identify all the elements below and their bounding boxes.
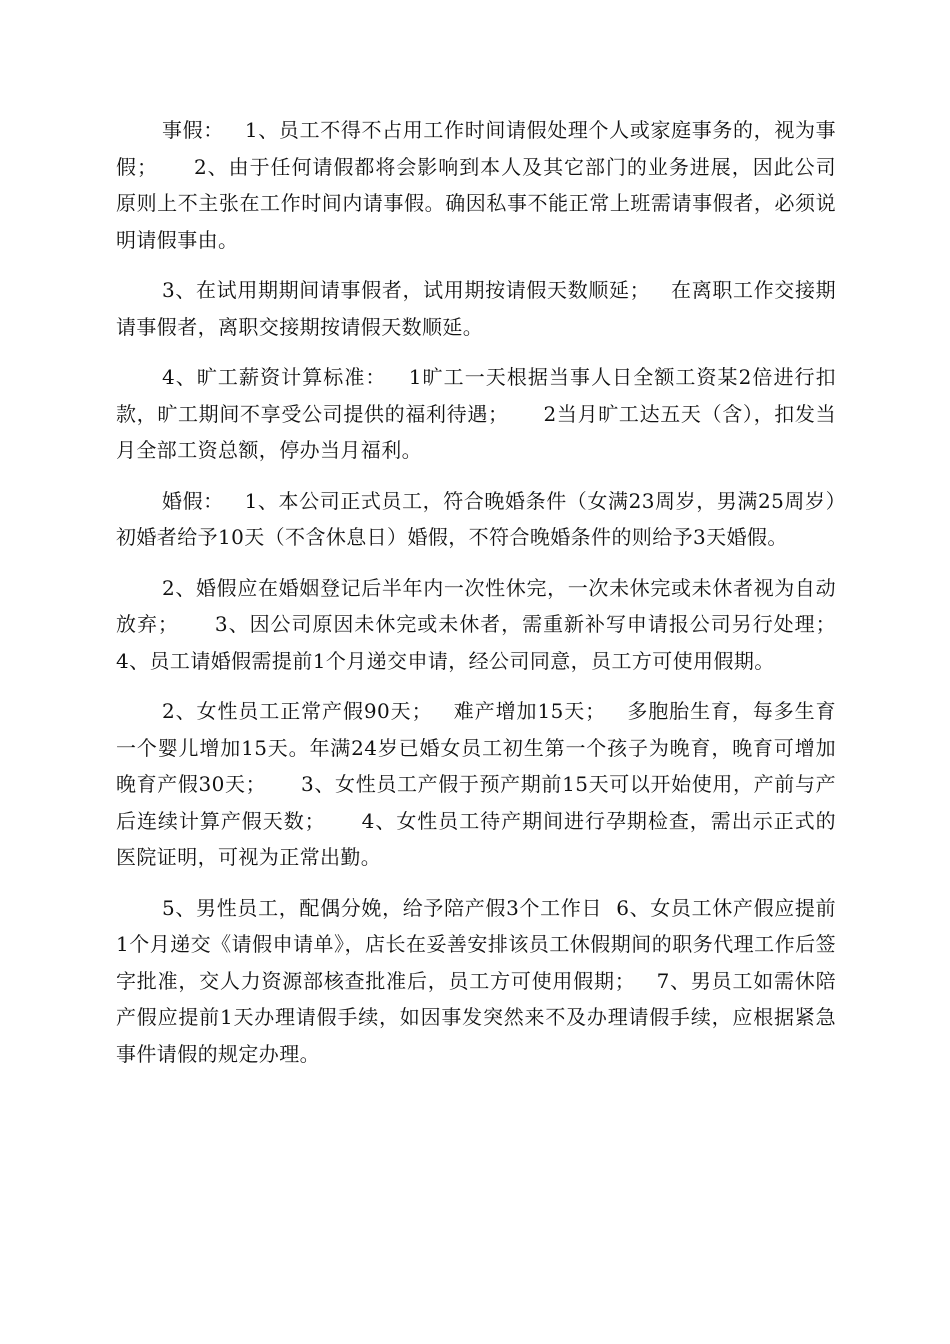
paragraph-absenteeism-pay: 4、旷工薪资计算标准： 1旷工一天根据当事人日全额工资某2倍进行扣款，旷工期间不享受公司提供的福利待遇； 2当月旷工达五天（含），扣发当月全部工资总额，停办当月福利。 (116, 365, 836, 462)
paragraph-probation-leave: 3、在试用期期间请事假者，试用期按请假天数顺延； 在离职工作交接期请事假者，离职交接期按请假天数顺延。 (116, 278, 836, 339)
paragraph-maternity-leave: 2、女性员工正常产假90天； 难产增加15天； 多胞胎生育，每多生育一个婴儿增加15天。年满24岁已婚女员工初生第一个孩子为晚育，晚育可增加晚育产假30天； 3、女性员工产假于预产期前15天可以开始使用，产前与产后连续计算产假天数； 4、女性员工待产期间进行孕期检查，需出示正式的医院证明，可视为正常出勤。 (116, 699, 836, 869)
paragraph-marriage-leave: 婚假： 1、本公司正式员工，符合晚婚条件（女满23周岁，男满25周岁）初婚者给予10天（不含休息日）婚假，不符合晚婚条件的则给予3天婚假。 (116, 488, 836, 549)
paragraph-personal-leave: 事假： 1、员工不得不占用工作时间请假处理个人或家庭事务的，视为事假； 2、由于任何请假都将会影响到本人及其它部门的业务进展，因此公司原则上不主张在工作时间内请事假。确因私事不能正常上班需请事假者，必须说明请假事由。 (116, 118, 836, 252)
paragraph-marriage-leave-rules: 2、婚假应在婚姻登记后半年内一次性休完，一次未休完或未休者视为自动放弃； 3、因公司原因未休完或未休者，需重新补写申请报公司另行处理； 4、员工请婚假需提前1个月递交申请，经公司同意，员工方可使用假期。 (116, 575, 870, 673)
document-body (116, 112, 870, 1086)
paragraph-paternity-leave: 5、男性员工，配偶分娩，给予陪产假3个工作日 6、女员工休产假应提前1个月递交《请假申请单》，店长在妥善安排该员工休假期间的职务代理工作后签字批准，交人力资源部核查批准后，员工方可使用假期； 7、男员工如需休陪产假应提前1天办理请假手续，如因事发突然来不及办理请假手续，应根据紧急事件请假的规定办理。 (116, 895, 836, 1066)
